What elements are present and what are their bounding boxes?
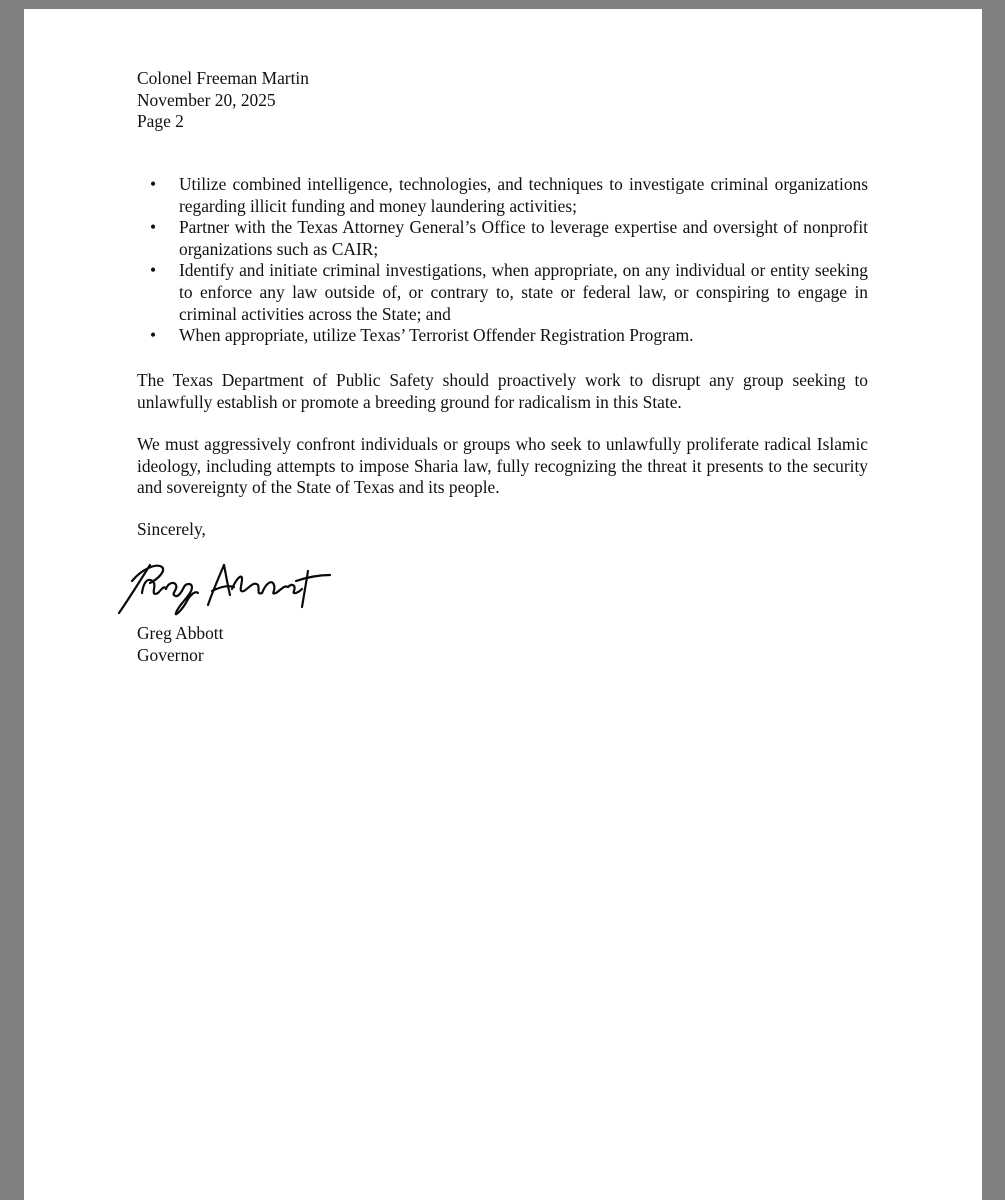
list-item-text: Identify and initiate criminal investigations, when appropriate, on any individual or entity seeking to enforce any law outside of, or contrary to, state or federal law, or conspiring to engage in criminal activities across the State; and	[179, 260, 868, 324]
page-number: Page 2	[137, 111, 184, 132]
list-item	[137, 325, 868, 347]
bullet-icon: •	[150, 174, 157, 194]
body-paragraph: The Texas Department of Public Safety should proactively work to disrupt any group seeking to unlawfully establish or promote a breeding ground for radicalism in this State.	[137, 370, 868, 412]
document-page	[24, 9, 982, 1200]
list-item	[137, 217, 868, 260]
body-paragraph: We must aggressively confront individuals or groups who seek to unlawfully proliferate radical Islamic ideology, including attempts to impose Sharia law, fully recognizing the threat it presents to the security and sovereignty of the State of Texas and its people.	[137, 434, 868, 498]
letter-header	[137, 68, 868, 133]
list-item-text: When appropriate, utilize Texas’ Terrorist Offender Registration Program.	[179, 325, 694, 346]
list-item-text: Partner with the Texas Attorney General’s Office to leverage expertise and oversight of nonprofit organizations such as CAIR;	[179, 217, 868, 259]
signature	[116, 555, 332, 619]
list-item-text: Utilize combined intelligence, technologies, and techniques to investigate criminal organizations regarding illicit funding and money laundering activities;	[179, 174, 868, 216]
bullet-icon: •	[150, 217, 157, 238]
list-item	[137, 260, 868, 325]
action-list	[137, 174, 868, 347]
list-item	[137, 174, 868, 217]
closing-salutation: Sincerely,	[137, 519, 206, 539]
bullet-icon: •	[150, 325, 157, 346]
signer-title: Governor	[137, 644, 204, 665]
bullet-icon: •	[150, 260, 157, 281]
signer-name: Greg Abbott	[137, 623, 224, 643]
signer-block	[137, 623, 868, 666]
letter-date: November 20, 2025	[137, 89, 276, 110]
recipient-name: Colonel Freeman Martin	[137, 68, 309, 88]
